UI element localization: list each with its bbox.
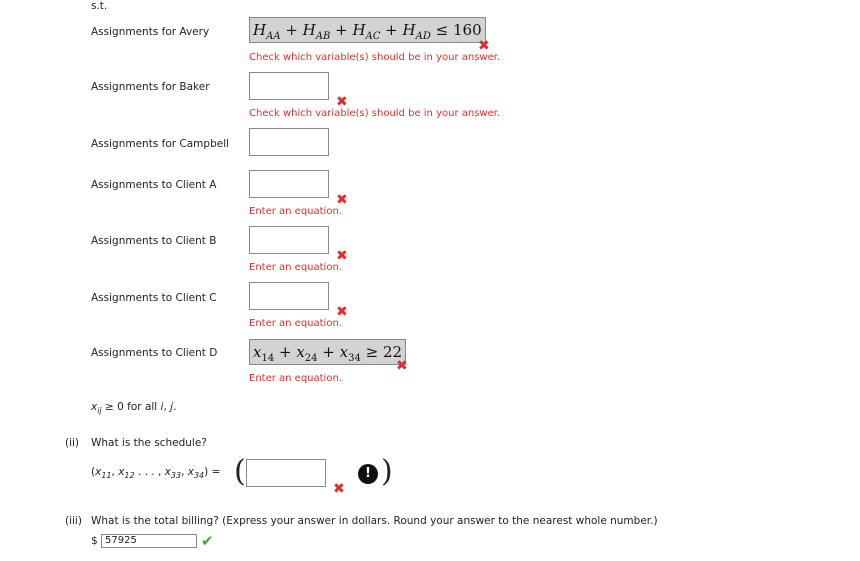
row-label-client-a: Assignments to Client A — [91, 179, 217, 191]
close-paren: ) — [381, 454, 393, 489]
row-label-campbell: Assignments for Campbell — [91, 138, 230, 150]
hint-client-b: Enter an equation. — [249, 262, 342, 273]
schedule-label: ($x_{11}$, $x_{12}$ . . . , $x_{33}$, $x_{34}$) = — [91, 466, 221, 481]
error-x-icon: ✖ — [396, 358, 408, 374]
part-iii-number: (iii) — [65, 515, 82, 527]
avery-equation[interactable]: $H_{AA} + H_{AB} + H_{AC} + H_{AD} \le 160$ — [249, 17, 486, 43]
row-label-client-b: Assignments to Client B — [91, 235, 217, 247]
hint-avery: Check which variable(s) should be in your answer. — [249, 52, 501, 63]
part-ii-number: (ii) — [65, 437, 80, 449]
nonnegativity-constraint: $x_{ij} \ge 0$ for all i, j. — [91, 401, 177, 416]
campbell-input[interactable] — [249, 128, 329, 156]
total-billing-input[interactable]: 57925 — [101, 534, 197, 548]
hint-client-c: Enter an equation. — [249, 318, 342, 329]
correct-check-icon: ✔ — [201, 532, 214, 550]
part-iii-question: What is the total billing? (Express your answer in dollars. Round your answer to the nearest whole number.) — [91, 515, 658, 527]
st-label: s.t. — [91, 0, 108, 12]
error-x-icon: ✖ — [478, 38, 490, 54]
hint-client-d: Enter an equation. — [249, 373, 342, 384]
open-paren: ( — [234, 454, 246, 489]
row-label-client-c: Assignments to Client C — [91, 292, 217, 304]
part-ii-question: What is the schedule? — [91, 437, 207, 449]
error-x-icon: ✖ — [336, 304, 348, 320]
client-b-input[interactable] — [249, 226, 329, 254]
client-c-input[interactable] — [249, 282, 329, 310]
dollar-sign: $ — [91, 535, 98, 547]
client-d-equation[interactable]: $x_{14} + x_{24} + x_{34} \ge 22$ — [249, 339, 406, 365]
row-label-avery: Assignments for Avery — [91, 26, 210, 38]
error-x-icon: ✖ — [336, 192, 348, 208]
row-label-baker: Assignments for Baker — [91, 81, 210, 93]
error-x-icon: ✖ — [336, 94, 348, 110]
warning-icon[interactable]: ! — [358, 464, 378, 484]
schedule-input[interactable] — [246, 459, 326, 487]
client-a-input[interactable] — [249, 170, 329, 198]
baker-input[interactable] — [249, 72, 329, 100]
error-x-icon: ✖ — [336, 248, 348, 264]
row-label-client-d: Assignments to Client D — [91, 347, 218, 359]
hint-baker: Check which variable(s) should be in your answer. — [249, 108, 501, 119]
hint-client-a: Enter an equation. — [249, 206, 342, 217]
error-x-icon: ✖ — [333, 481, 345, 497]
